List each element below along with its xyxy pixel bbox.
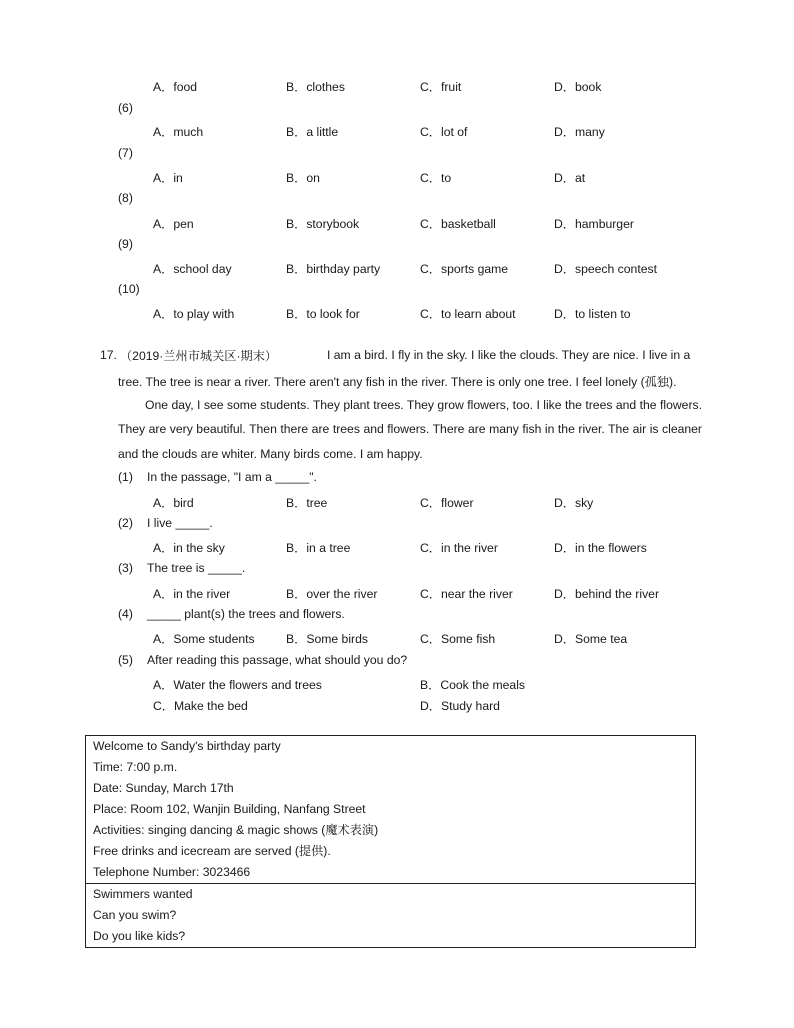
question-stem: _____ plant(s) the trees and flowers. bbox=[147, 607, 345, 621]
question-stem: I live _____. bbox=[147, 516, 213, 530]
option-d[interactable]: D．Study hard bbox=[420, 699, 500, 713]
option-a[interactable]: A．Some students bbox=[153, 632, 255, 646]
option-c[interactable]: C．lot of bbox=[420, 125, 468, 139]
option-d[interactable]: D．many bbox=[554, 125, 605, 139]
option-b[interactable]: B．birthday party bbox=[286, 262, 381, 276]
notice-place: Place: Room 102, Wanjin Building, Nanfang Street bbox=[93, 802, 366, 816]
question-number: (9) bbox=[118, 237, 133, 251]
option-d[interactable]: D．in the flowers bbox=[554, 541, 647, 555]
option-d[interactable]: D．Some tea bbox=[554, 632, 628, 646]
option-c[interactable]: C．in the river bbox=[420, 541, 498, 555]
option-b[interactable]: B．to look for bbox=[286, 307, 360, 321]
question-number: (5) bbox=[118, 653, 133, 667]
option-d[interactable]: D．book bbox=[554, 80, 602, 94]
notice-line: Can you swim? bbox=[93, 908, 177, 922]
question-stem: In the passage, "I am a _____". bbox=[147, 470, 317, 484]
notice-refreshments: Free drinks and icecream are served (提供). bbox=[93, 844, 331, 858]
option-d[interactable]: D．to listen to bbox=[554, 307, 631, 321]
question-number: (2) bbox=[118, 516, 133, 530]
question-number: (6) bbox=[118, 101, 133, 115]
option-b[interactable]: B．a little bbox=[286, 125, 339, 139]
question-source: （2019·兰州市城关区·期末） bbox=[120, 349, 278, 363]
option-a[interactable]: A．in the river bbox=[153, 587, 231, 601]
option-d[interactable]: D．at bbox=[554, 171, 586, 185]
option-c[interactable]: C．near the river bbox=[420, 587, 513, 601]
option-a[interactable]: A．Water the flowers and trees bbox=[153, 678, 322, 692]
option-b[interactable]: B．tree bbox=[286, 496, 328, 510]
option-c[interactable]: C．flower bbox=[420, 496, 474, 510]
notice-title: Swimmers wanted bbox=[93, 887, 193, 901]
option-d[interactable]: D．hamburger bbox=[554, 217, 634, 231]
option-a[interactable]: A．bird bbox=[153, 496, 194, 510]
question-number: (8) bbox=[118, 191, 133, 205]
question-number: (10) bbox=[118, 282, 140, 296]
option-c[interactable]: C．Make the bed bbox=[153, 699, 248, 713]
notice-date: Date: Sunday, March 17th bbox=[93, 781, 234, 795]
option-b[interactable]: B．on bbox=[286, 171, 320, 185]
option-c[interactable]: C．to bbox=[420, 171, 452, 185]
passage-paragraph-2: One day, I see some students. They plant trees. They grow flowers, too. I like the trees and the flowers. They are very beautiful. Then there are trees and flowers. There are many fish in the river. The air is cleaner and the clouds are whiter. Many birds come. I am happy. bbox=[118, 398, 702, 461]
question-number: (7) bbox=[118, 146, 133, 160]
option-d[interactable]: D．speech contest bbox=[554, 262, 657, 276]
option-a[interactable]: A．pen bbox=[153, 217, 194, 231]
option-b[interactable]: B．storybook bbox=[286, 217, 360, 231]
option-c[interactable]: C．fruit bbox=[420, 80, 462, 94]
option-c[interactable]: C．sports game bbox=[420, 262, 509, 276]
question-number: (1) bbox=[118, 470, 133, 484]
notice-title: Welcome to Sandy's birthday party bbox=[93, 739, 281, 753]
option-a[interactable]: A．in bbox=[153, 171, 183, 185]
option-d[interactable]: D．sky bbox=[554, 496, 594, 510]
option-c[interactable]: C．to learn about bbox=[420, 307, 516, 321]
question-number: (4) bbox=[118, 607, 133, 621]
notice-line: Do you like kids? bbox=[93, 929, 186, 943]
option-b[interactable]: B．Some birds bbox=[286, 632, 368, 646]
question-stem: After reading this passage, what should you do? bbox=[147, 653, 408, 667]
option-a[interactable]: A．in the sky bbox=[153, 541, 225, 555]
question-17-number: 17. bbox=[100, 348, 117, 362]
option-b[interactable]: B．clothes bbox=[286, 80, 345, 94]
option-a[interactable]: A．much bbox=[153, 125, 204, 139]
question-number: (3) bbox=[118, 561, 133, 575]
notice-time: Time: 7:00 p.m. bbox=[93, 760, 178, 774]
passage-line-1: I am a bird. I fly in the sky. I like the clouds. They are nice. I live in a bbox=[327, 348, 691, 362]
option-a[interactable]: A．school day bbox=[153, 262, 232, 276]
option-a[interactable]: A．to play with bbox=[153, 307, 235, 321]
swimmers-wanted-notice bbox=[85, 883, 696, 948]
option-b[interactable]: B．Cook the meals bbox=[420, 678, 525, 692]
birthday-party-notice bbox=[85, 735, 696, 884]
notice-telephone: Telephone Number: 3023466 bbox=[93, 865, 251, 879]
passage-line-2: tree. The tree is near a river. There aren't any fish in the river. There is only one tree. I feel lonely (孤独). bbox=[118, 375, 677, 389]
question-stem: The tree is _____. bbox=[147, 561, 246, 575]
option-d[interactable]: D．behind the river bbox=[554, 587, 659, 601]
option-b[interactable]: B．in a tree bbox=[286, 541, 351, 555]
option-c[interactable]: C．basketball bbox=[420, 217, 496, 231]
option-c[interactable]: C．Some fish bbox=[420, 632, 496, 646]
option-b[interactable]: B．over the river bbox=[286, 587, 378, 601]
option-a[interactable]: A．food bbox=[153, 80, 198, 94]
notice-activities: Activities: singing dancing & magic shows (魔术表演) bbox=[93, 823, 379, 837]
